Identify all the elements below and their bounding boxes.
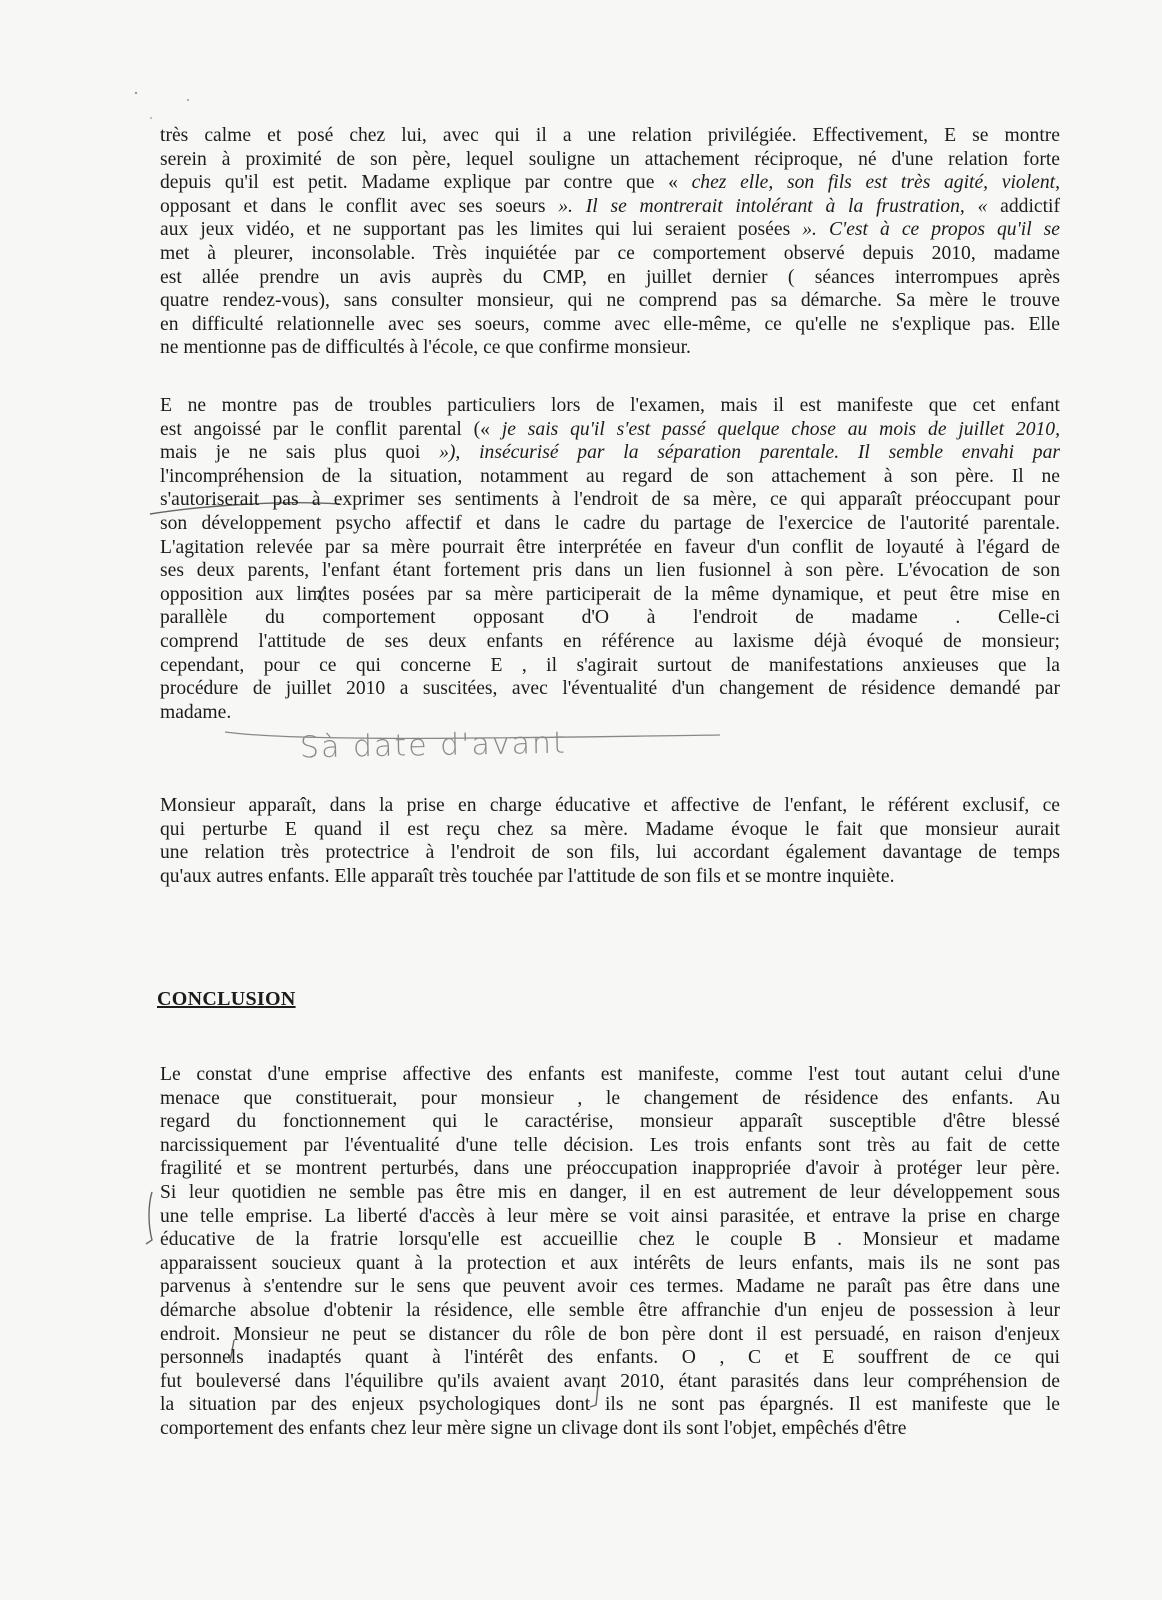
- text-line: qu'aux autres enfants. Elle apparaît très touchée par l'attitude de son fils et se montre inquiète.: [160, 865, 895, 887]
- text-line: mais je ne sais plus quoi »), insécurisé par la séparation parentale. Il semble envahi par: [160, 442, 1060, 464]
- text-line: opposant et dans le conflit avec ses soeurs ». Il se montrerait intolérant à la frustration, « addictif: [160, 195, 1061, 217]
- text-line: serein à proximité de son père, lequel souligne un attachement réciproque, né d'une relation forte: [160, 148, 1060, 170]
- text-line: en difficulté relationnelle avec ses soeurs, comme avec elle-même, ce qu'elle ne s'explique pas. Elle: [160, 313, 1060, 335]
- text-line: fut bouleversé dans l'équilibre qu'ils avaient avant 2010, étant parasités dans leur compréhension de: [160, 1370, 1060, 1392]
- text-line: apparaissent soucieux quant à la protection et aux intérêts de leurs enfants, mais ils ne sont pas: [160, 1252, 1060, 1274]
- text-line: démarche absolue d'obtenir la résidence, elle semble être affranchie d'un enjeu de possession à leur: [160, 1299, 1060, 1321]
- text-line: la situation par des enjeux psychologiques dont ils ne sont pas épargnés. Il est manifeste que le: [160, 1394, 1060, 1416]
- text-line: éducative de la fratrie lorsqu'elle est accueillie chez le couple B . Monsieur et madame: [160, 1229, 1060, 1251]
- text-line: fragilité et se montrent perturbés, dans une préoccupation inappropriée d'avoir à protéger leur père.: [160, 1158, 1060, 1180]
- text-line: depuis qu'il est petit. Madame explique par contre que « chez elle, son fils est très agité, violent,: [160, 172, 1060, 194]
- scan-speck: [135, 92, 137, 94]
- text-line: Le constat d'une emprise affective des enfants est manifeste, comme l'est tout autant celui d'une: [160, 1064, 1060, 1085]
- margin-bracket-2: [146, 1192, 152, 1244]
- text-line: ne mentionne pas de difficultés à l'école, ce que confirme monsieur.: [160, 337, 691, 359]
- text-line: endroit. Monsieur ne peut se distancer du rôle de bon père dont il est persuadé, en raison d'enjeux: [160, 1323, 1060, 1345]
- text-line: comprend l'attitude de ses deux enfants en référence au laxisme déjà évoqué de monsieur;: [160, 630, 1060, 652]
- text-line: qui perturbe E quand il est reçu chez sa mère. Madame évoque le fait que monsieur aurait: [160, 818, 1060, 840]
- text-line: parvenus à s'entendre sur le sens que peuvent avoir ces termes. Madame ne paraît pas être dans une: [160, 1276, 1060, 1298]
- text-line: une telle emprise. La liberté d'accès à leur mère se voit ainsi parasitée, et entrave la prise en charge: [160, 1205, 1060, 1227]
- text-line: son développement psycho affectif et dans le cadre du partage de l'exercice de l'autorité parentale.: [160, 512, 1060, 534]
- text-line: opposition aux limites posées par sa mère participerait de la même dynamique, et peut être mise en: [160, 583, 1060, 605]
- text-line: parallèle du comportement opposant d'O à l'endroit de madame . Celle-ci: [160, 607, 1060, 629]
- paragraph-conclusion: [160, 1063, 1060, 1441]
- scan-speck: [187, 99, 189, 101]
- text-line: quatre rendez-vous), sans consulter monsieur, qui ne comprend pas sa démarche. Sa mère le trouve: [160, 290, 1060, 312]
- text-line: aux jeux vidéo, et ne supportant pas les limites qui lui seraient posées ». C'est à ce propos qu'il se: [160, 219, 1060, 241]
- paragraph-child-examination: [160, 394, 1060, 724]
- text-line: est allée prendre un avis auprès du CMP, en juillet dernier ( séances interrompues après: [160, 266, 1060, 288]
- text-line: procédure de juillet 2010 a suscitées, avec l'éventualité d'un changement de résidence demandé par: [160, 678, 1060, 700]
- handwritten-note: Sà date d'avant: [299, 725, 568, 766]
- text-line: cependant, pour ce qui concerne E , il s'agirait surtout de manifestations anxieuses que la: [160, 654, 1060, 676]
- paragraph-father-relationship: [160, 124, 1060, 360]
- text-line: personnels inadaptés quant à l'intérêt des enfants. O , C et E souffrent de ce qui: [160, 1347, 1060, 1369]
- text-line: menace que constituerait, pour monsieur , le changement de résidence des enfants. Au: [160, 1087, 1060, 1109]
- paragraph-exclusive-referent: [160, 794, 1060, 888]
- text-line: madame.: [160, 701, 232, 723]
- text-line: narcissiquement par l'éventualité d'une telle décision. Les trois enfants sont très au fait de cette: [160, 1134, 1060, 1156]
- text-line: une relation très protectrice à l'endroit de son fils, lui accordant également davantage de temps: [160, 842, 1060, 864]
- text-line: très calme et posé chez lui, avec qui il a une relation privilégiée. Effectivement, E se montre: [160, 125, 1060, 146]
- text-line: regard du fonctionnement qui le caractérise, monsieur apparaît susceptible d'être blessé: [160, 1111, 1060, 1133]
- text-line: s'autoriserait pas à exprimer ses sentiments à l'endroit de sa mère, ce qui apparaît préoccupant pour: [160, 489, 1060, 511]
- scan-speck: [150, 117, 152, 119]
- text-line: E ne montre pas de troubles particuliers lors de l'examen, mais il est manifeste que cet enfant: [160, 395, 1060, 416]
- text-line: Si leur quotidien ne semble pas être mis en danger, il en est autrement de leur développement sous: [160, 1181, 1060, 1203]
- text-line: Monsieur apparaît, dans la prise en charge éducative et affective de l'enfant, le référent exclusif, ce: [160, 795, 1060, 816]
- text-line: comportement des enfants chez leur mère signe un clivage dont ils sont l'objet, empêchés d'être: [160, 1417, 907, 1439]
- text-line: l'incompréhension de la situation, notamment au regard de son attachement à son père. Il ne: [160, 465, 1060, 487]
- text-line: met à pleurer, inconsolable. Très inquiétée par ce comportement observé depuis 2010, madame: [160, 242, 1060, 264]
- text-line: ses deux parents, l'enfant étant fortement pris dans un lien fusionnel à son père. L'évocation de son: [160, 560, 1060, 582]
- conclusion-heading: CONCLUSION: [157, 988, 296, 1010]
- text-line: est angoissé par le conflit parental (« je sais qu'il s'est passé quelque chose au mois de juillet 2010,: [160, 418, 1060, 440]
- text-line: L'agitation relevée par sa mère pourrait être interprétée en faveur d'un conflit de loyauté à l'égard de: [160, 536, 1060, 558]
